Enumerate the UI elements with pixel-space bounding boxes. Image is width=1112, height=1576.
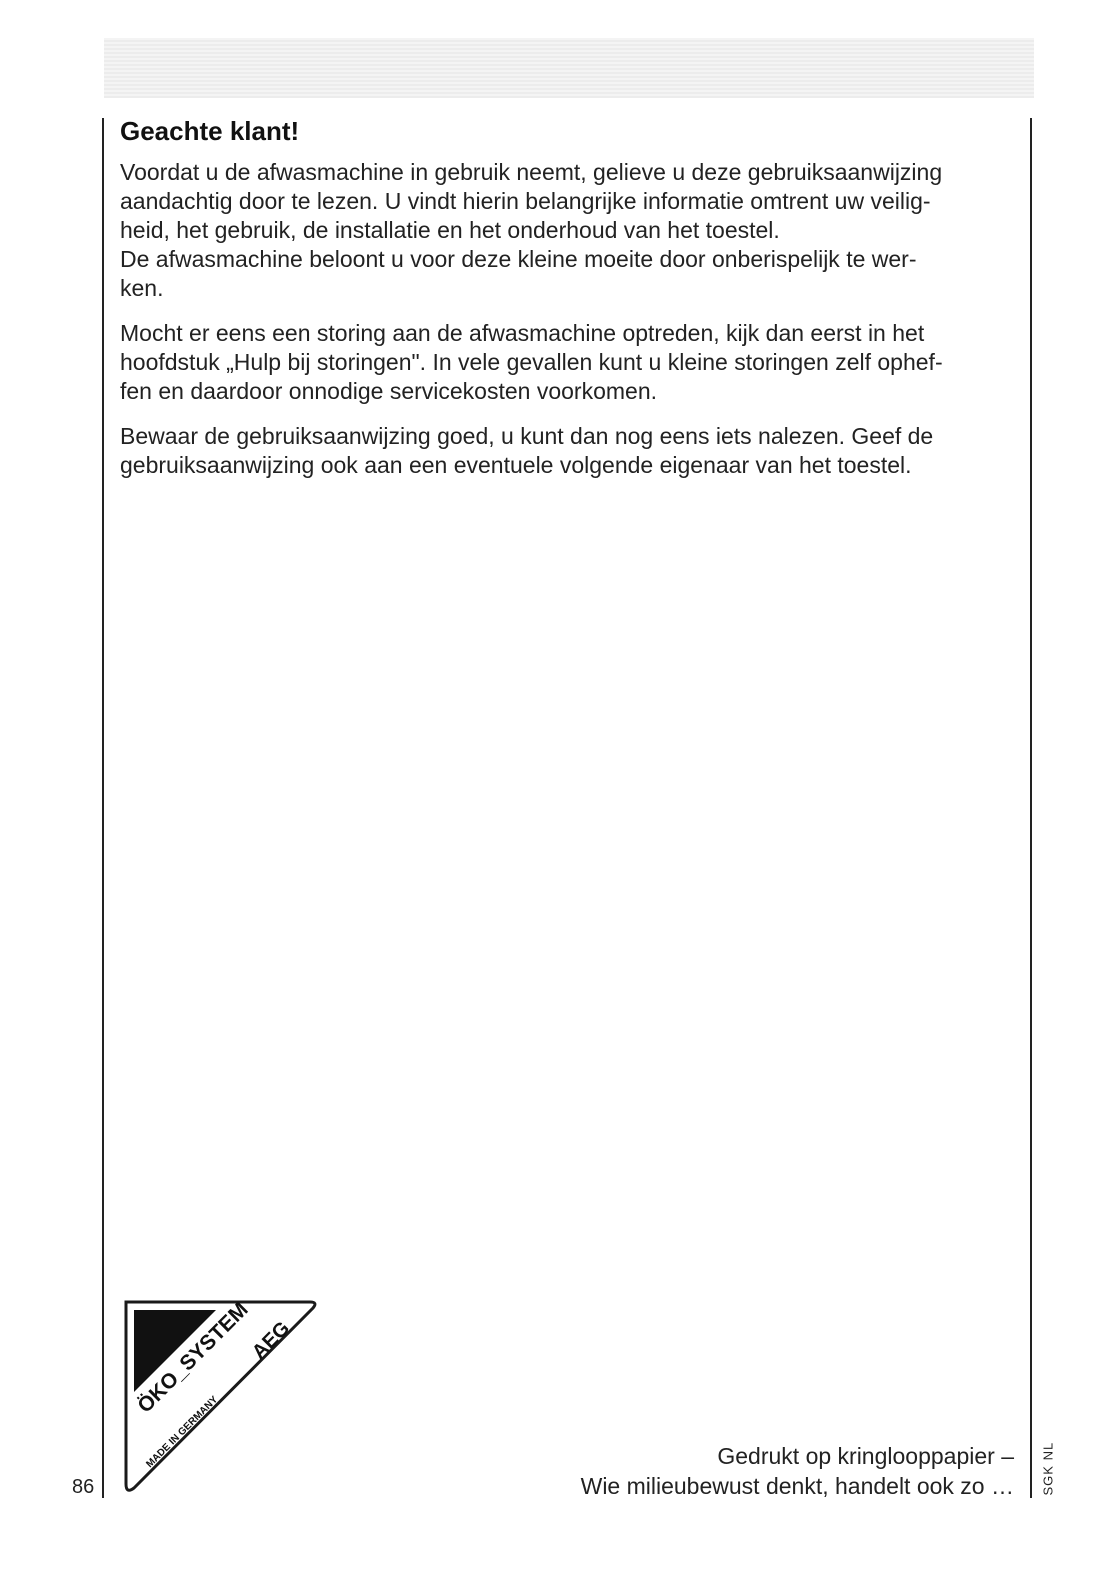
main-content [120, 112, 1020, 496]
side-code [1036, 1420, 1062, 1500]
paragraph-faults: Mocht er eens een storing aan de afwasmachine optreden, kijk dan eerst in het hoofdstuk „Hulp bij storingen". In vele gevallen kunt u kleine storingen zelf ophef- fen en daardoor onnodige servicekosten voorkomen. [120, 320, 943, 404]
oko-system-aeg-logo [120, 1296, 320, 1496]
page-number: 86 [72, 1476, 95, 1498]
side-code-text: SGK NL [1040, 1441, 1056, 1496]
paragraph-intro: Voordat u de afwasmachine in gebruik neemt, gelieve u deze gebruiksaanwijzing aandachtig door te lezen. U vindt hierin belangrijke informatie omtrent uw veilig- heid, het gebruik, de installatie en het onderhoud van het toestel. De afwasmachine beloont u voor deze kleine moeite door onberispelijk te wer- ken. [120, 159, 943, 301]
right-margin-rule [1030, 118, 1032, 1498]
logo-main-text: ÖKO_SYSTEM [133, 1298, 253, 1418]
top-header-band [104, 38, 1034, 98]
logo-brand-text: AEG [247, 1317, 295, 1364]
page-title: Geachte klant! [120, 116, 300, 146]
footer-line-2: Wie milieubewust denkt, handelt ook zo … [580, 1473, 1014, 1499]
footer-line-1: Gedrukt op kringlooppapier – [717, 1443, 1014, 1469]
logo-sub-text: MADE IN GERMANY [144, 1394, 221, 1471]
left-margin-rule [102, 118, 104, 1498]
footer-note [581, 1441, 1014, 1501]
paragraph-keep-manual: Bewaar de gebruiksaanwijzing goed, u kunt dan nog eens iets nalezen. Geef de gebruiksaanwijzing ook aan een eventuele volgende eigenaar van het toestel. [120, 423, 934, 478]
